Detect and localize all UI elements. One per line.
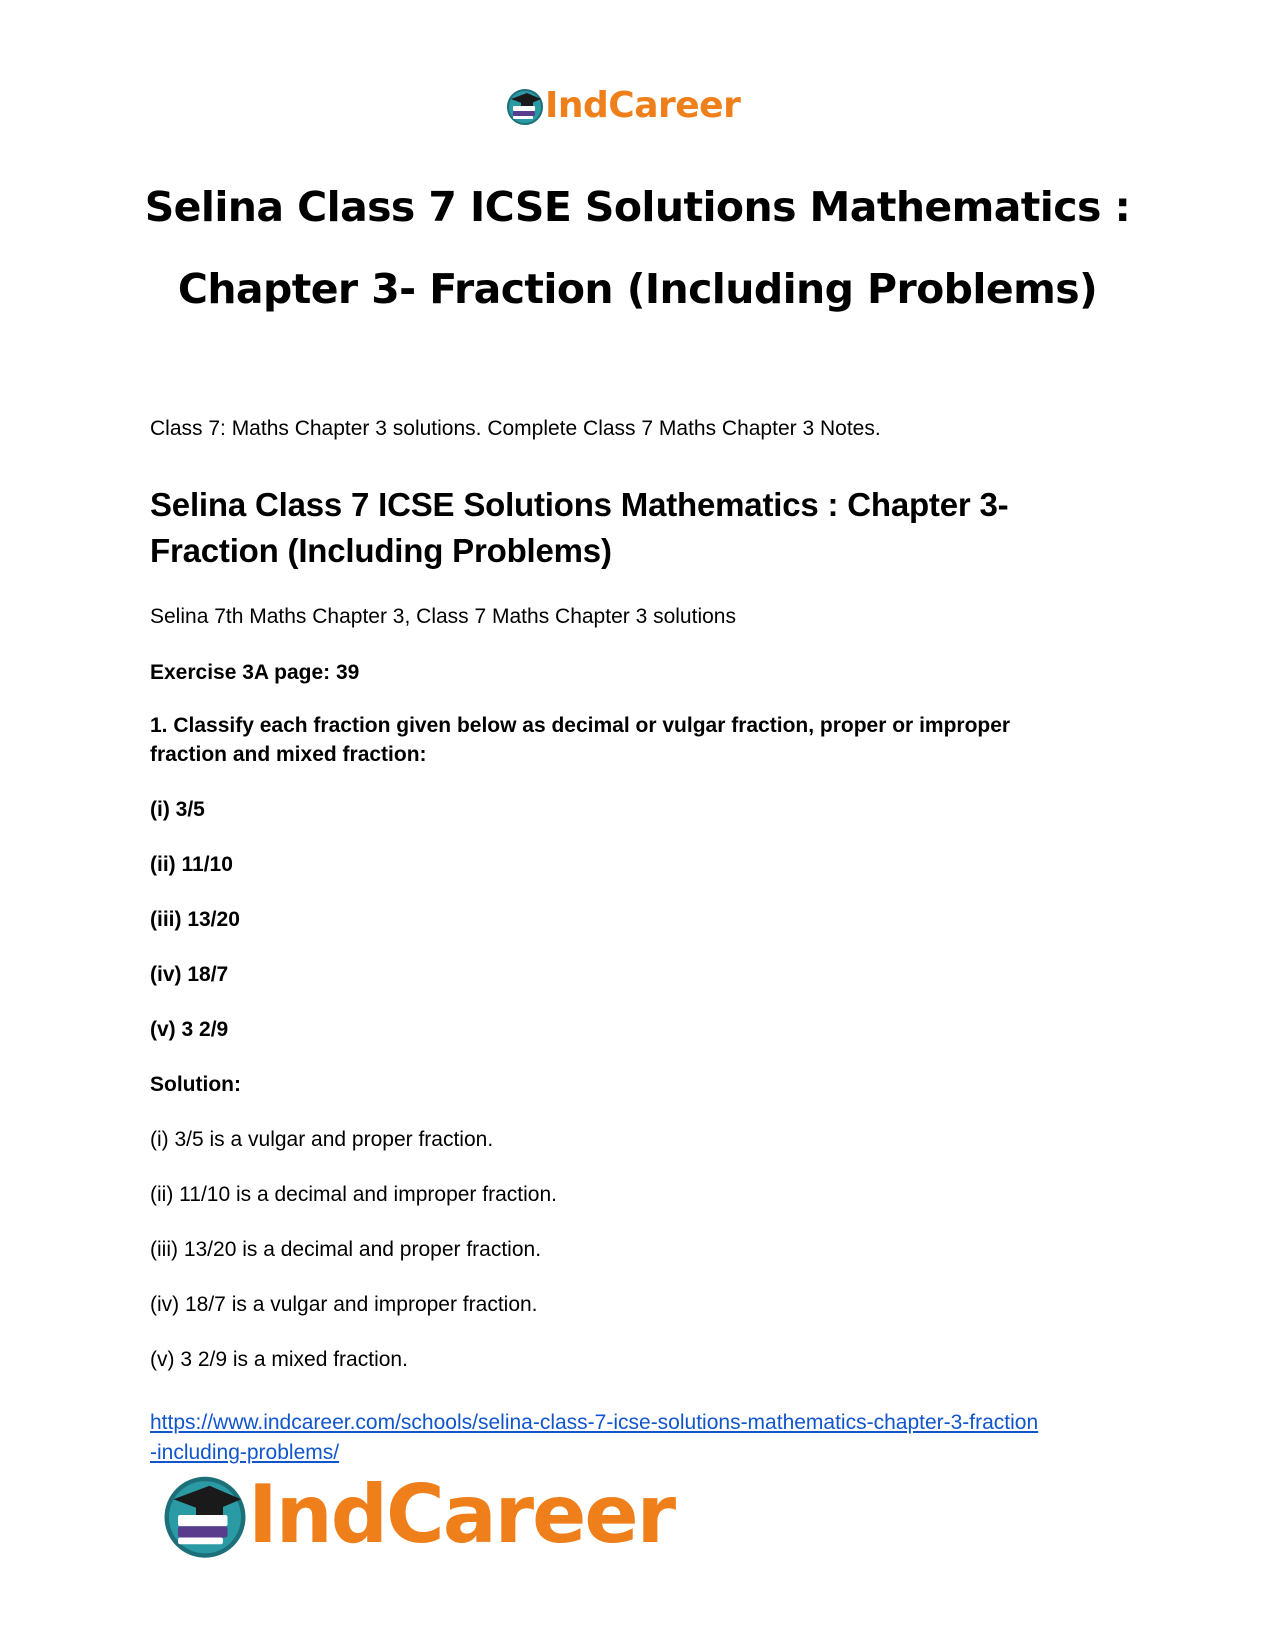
answer-item: (iv) 18/7 is a vulgar and improper fraction. bbox=[150, 1293, 538, 1316]
page-title-line-2: Chapter 3- Fraction (Including Problems) bbox=[177, 265, 1098, 313]
intro-text: Class 7: Maths Chapter 3 solutions. Complete Class 7 Maths Chapter 3 Notes. bbox=[150, 417, 881, 440]
source-link[interactable] bbox=[150, 1408, 1140, 1468]
exercise-label: Exercise 3A page: 39 bbox=[150, 661, 360, 684]
list-item: (iv) 18/7 bbox=[150, 963, 229, 986]
question-text bbox=[150, 711, 1130, 769]
answer-item: (ii) 11/10 is a decimal and improper fraction. bbox=[150, 1183, 557, 1206]
header-logo bbox=[505, 82, 740, 130]
logo-text: IndCareer bbox=[248, 1468, 675, 1561]
section-heading-line-2: Fraction (Including Problems) bbox=[150, 532, 612, 569]
list-item: (v) 3 2/9 bbox=[150, 1018, 229, 1041]
list-item: (iii) 13/20 bbox=[150, 908, 240, 931]
page-title bbox=[100, 166, 1175, 330]
question-line-1: 1. Classify each fraction given below as decimal or vulgar fraction, proper or improper bbox=[150, 714, 1011, 737]
footer-logo bbox=[160, 1470, 674, 1560]
solution-label: Solution: bbox=[150, 1073, 241, 1096]
source-link-line-1[interactable]: https://www.indcareer.com/schools/selina-class-7-icse-solutions-mathematics-chapter-3-fraction bbox=[150, 1411, 1039, 1434]
question-line-2: fraction and mixed fraction: bbox=[150, 743, 427, 766]
graduation-cap-icon bbox=[505, 86, 545, 126]
answer-item: (i) 3/5 is a vulgar and proper fraction. bbox=[150, 1128, 494, 1151]
page-title-line-1: Selina Class 7 ICSE Solutions Mathematics : bbox=[144, 183, 1131, 231]
list-item: (ii) 11/10 bbox=[150, 853, 233, 876]
section-heading-line-1: Selina Class 7 ICSE Solutions Mathematics : Chapter 3- bbox=[150, 486, 1009, 523]
section-heading bbox=[150, 482, 1130, 574]
list-item: (i) 3/5 bbox=[150, 798, 205, 821]
answer-item: (iii) 13/20 is a decimal and proper fraction. bbox=[150, 1238, 542, 1261]
answer-item: (v) 3 2/9 is a mixed fraction. bbox=[150, 1348, 408, 1371]
graduation-cap-icon bbox=[160, 1470, 250, 1560]
source-link-line-2[interactable]: -including-problems/ bbox=[150, 1441, 340, 1464]
subtitle-text: Selina 7th Maths Chapter 3, Class 7 Maths Chapter 3 solutions bbox=[150, 605, 736, 628]
logo-text: IndCareer bbox=[545, 85, 741, 126]
